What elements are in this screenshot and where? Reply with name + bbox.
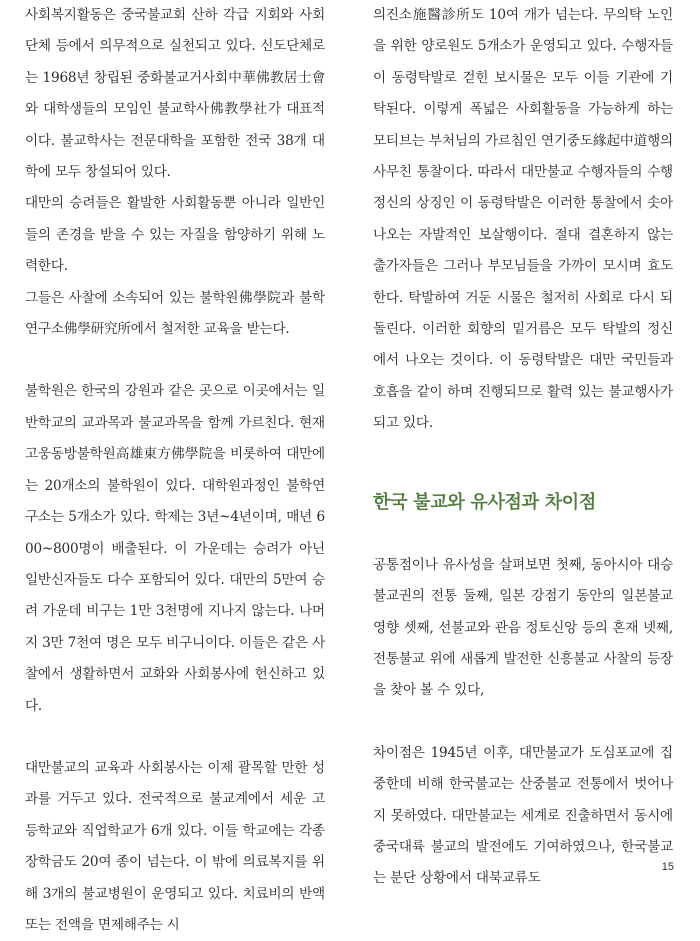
paragraph-spacer: [25, 345, 325, 376]
body-paragraph: 대만불교의 교육과 사회봉사는 이제 괄목할 만한 성과를 거두고 있다. 전국적으로 불교계에서 세운 고등학교와 직업학교가 6개 있다. 이들 학교에는 각종 장학금도 20여 종이 넘는다. 이 밖에 의료복지를 위해 3개의 불교병원이 운영되고 있다. 치료비의 반액 또는 전액을 면제해주는 시: [25, 759, 325, 933]
body-paragraph: 공통점이나 유사성을 살펴보면 첫째, 동아시아 대승불교권의 전통 둘째, 일본 강점기 동안의 일본불교 영향 셋째, 선불교와 관음 정토신앙 등의 혼재 넷째, 전통불교 위에 새롭게 발전한 신흥불교 사찰의 등장을 찾아 볼 수 있다,: [373, 556, 673, 699]
left-column: [25, 0, 325, 941]
body-paragraph: 대만의 승려들은 활발한 사회활동뿐 아니라 일반인들의 존경을 받을 수 있는 자질을 함양하기 위해 노력한다.: [25, 195, 325, 275]
body-paragraph: 사회복지활동은 중국불교회 산하 각급 지회와 사회단체 등에서 의무적으로 실천되고 있다. 신도단체로는 1968년 창립된 중화불교거사회中華佛教居士會와 대학생들의 모임인 불교학사佛教學社가 대표적이다. 불교학사는 전문대학을 포함한 전국 38개 대학에 모두 창설되어 있다.: [25, 7, 325, 181]
section-heading: 한국 불교와 유사점과 차이점: [373, 491, 596, 513]
paragraph-spacer: [25, 722, 325, 753]
body-paragraph: 차이점은 1945년 이후, 대만불교가 도심포교에 집중한데 비해 한국불교는 산중불교 전통에서 벗어나지 못하였다. 대만불교는 세계로 진출하면서 동시에 중국대륙 불교의 발전에도 기여하였으나, 한국불교는 분단 상황에서 대북교류도: [373, 744, 673, 887]
section-spacer: [373, 440, 673, 487]
body-paragraph: 불학원은 한국의 강원과 같은 곳으로 이곳에서는 일반학교의 교과목과 불교과목을 함께 가르친다. 현재 고웅동방불학원高雄東方佛學院을 비롯하여 대만에는 20개소의 불학원이 있다. 대학원과정인 불학연구소는 5개소가 있다. 학제는 3년~4년이며, 매년 600~800명이 배출된다. 이 가운데는 승려가 아닌 일반신자들도 다수 포함되어 있다. 대만의 5만여 승려 가운데 비구는 1만 3천명에 지나지 않는다. 나머지 3만 7천여 명은 모두 비구니이다. 이들은 같은 사찰에서 생활하면서 교화와 사회봉사에 헌신하고 있다.: [25, 383, 325, 714]
paragraph-spacer: [373, 707, 673, 738]
body-paragraph: 그들은 사찰에 소속되어 있는 불학원佛學院과 불학연구소佛學研究所에서 철저한 교육을 받는다.: [25, 289, 325, 338]
body-paragraph: 의진소施醫診所도 10여 개가 넘는다. 무의탁 노인을 위한 양로원도 5개소가 운영되고 있다. 수행자들이 동령탁발로 걷힌 보시물은 모두 이들 기관에 기탁된다. 이렇게 폭넓은 사회활동을 가능하게 하는 모티브는 부처님의 가르침인 연기중도緣起中道행의 사무친 통찰이다. 따라서 대만불교 수행자들의 수행정신의 상징인 이 동령탁발은 이러한 통찰에서 솟아나오는 자발적인 보살행이다. 절대 결혼하지 않는 출가자들은 그러나 부모님들을 가까이 모시며 효도한다. 탁발하여 거둔 시물은 철저히 사회로 다시 되돌린다. 이러한 회향의 밑거름은 모두 탁발의 정신에서 나오는 것이다. 이 동령탁발은 대만 국민들과 호흡을 같이 하며 진행되므로 활력 있는 불교행사가 되고 있다.: [373, 7, 673, 432]
right-column: [373, 0, 673, 895]
page-number: 15: [661, 861, 674, 873]
section-spacer: [373, 519, 673, 550]
